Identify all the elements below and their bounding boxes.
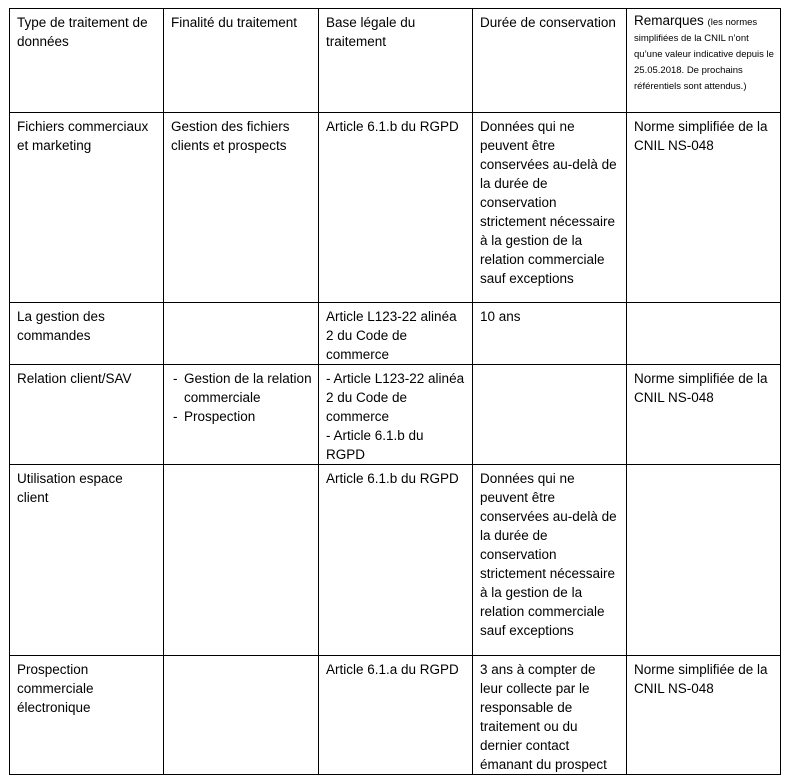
cell-finalite [164, 303, 319, 365]
header-remarques [627, 9, 781, 113]
cell-type: La gestion des commandes [10, 303, 164, 365]
cell-remarques: Norme simplifiée de la CNIL NS-048 [627, 365, 781, 465]
header-row [10, 9, 781, 113]
cell-remarques [627, 465, 781, 656]
cell-duree [473, 365, 627, 465]
cell-duree: 3 ans à compter de leur collecte par le responsable de traitement ou du dernier contact émanant du prospect [473, 656, 627, 775]
cell-remarques [627, 303, 781, 365]
table-row [10, 656, 781, 775]
cell-base: Article L123-22 alinéa 2 du Code de commerce [319, 303, 473, 365]
finalite-list [171, 369, 312, 426]
header-type: Type de traitement de données [10, 9, 164, 113]
table-row [10, 465, 781, 656]
header-remarques-label: Remarques [634, 13, 704, 28]
table-row [10, 303, 781, 365]
cell-duree: 10 ans [473, 303, 627, 365]
header-finalite: Finalité du traitement [164, 9, 319, 113]
cell-base [319, 365, 473, 465]
table-row [10, 365, 781, 465]
cell-remarques: Norme simplifiée de la CNIL NS-048 [627, 656, 781, 775]
cell-remarques: Norme simplifiée de la CNIL NS-048 [627, 113, 781, 303]
base-line: - Article 6.1.b du RGPD [326, 428, 424, 462]
cell-finalite: Gestion des fichiers clients et prospects [164, 113, 319, 303]
cell-finalite [164, 656, 319, 775]
list-item: - Prospection [171, 407, 312, 426]
cell-base: Article 6.1.b du RGPD [319, 113, 473, 303]
cell-type: Fichiers commerciaux et marketing [10, 113, 164, 303]
header-duree: Durée de conservation [473, 9, 627, 113]
header-base: Base légale du traitement [319, 9, 473, 113]
document-page [9, 8, 781, 775]
cell-duree: Données qui ne peuvent être conservées au-delà de la durée de conservation strictement nécessaire à la gestion de la relation commerciale sauf exceptions [473, 113, 627, 303]
cell-base: Article 6.1.b du RGPD [319, 465, 473, 656]
cell-base: Article 6.1.a du RGPD [319, 656, 473, 775]
cell-type: Relation client/SAV [10, 365, 164, 465]
header-remarques-note: (les normes simplifiées de la CNIL n’ont qu’une valeur indicative depuis le 25.05.2018. De prochains référentiels sont attendus.) [634, 17, 774, 92]
cell-type: Prospection commerciale électronique [10, 656, 164, 775]
table-row [10, 113, 781, 303]
cell-duree: Données qui ne peuvent être conservées au-delà de la durée de conservation strictement nécessaire à la gestion de la relation commerciale sauf exceptions [473, 465, 627, 656]
cell-finalite [164, 365, 319, 465]
data-processing-table [9, 8, 781, 775]
base-line: - Article L123-22 alinéa 2 du Code de commerce [326, 371, 465, 424]
list-item: - Gestion de la relation commerciale [171, 369, 312, 407]
cell-finalite [164, 465, 319, 656]
cell-type: Utilisation espace client [10, 465, 164, 656]
